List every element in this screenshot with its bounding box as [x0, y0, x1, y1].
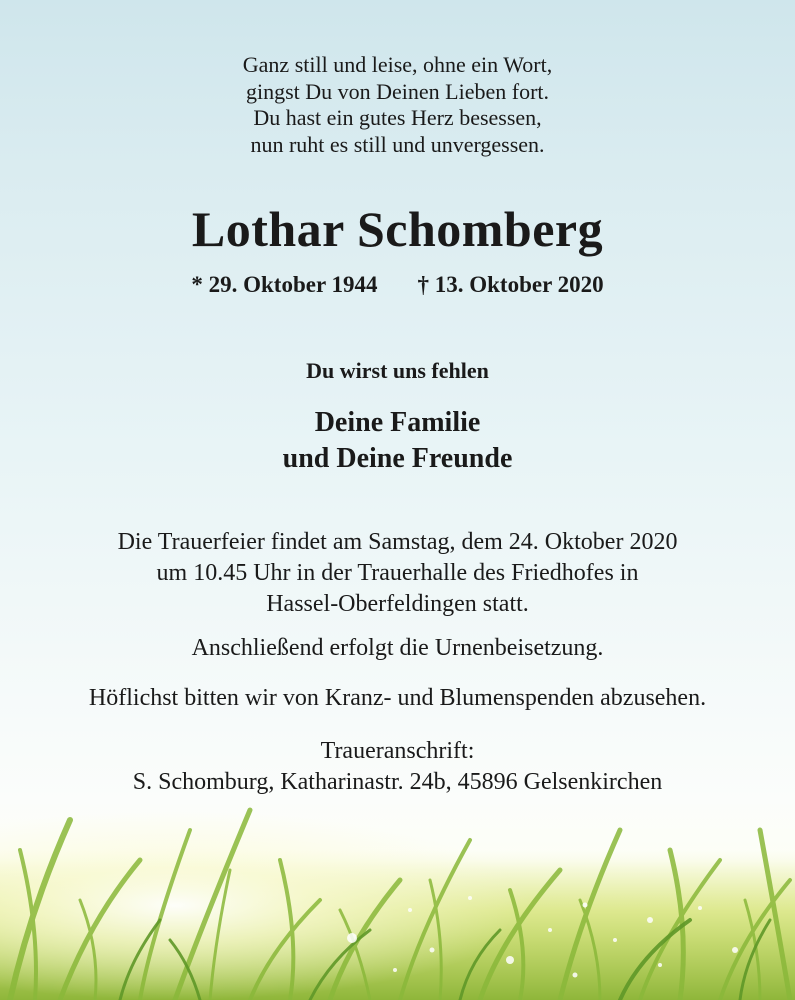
- mourning-address-value: S. Schomburg, Katharinastr. 24b, 45896 Gelsenkirchen: [132, 769, 663, 795]
- mourning-address-label: Traueranschrift:: [320, 738, 475, 764]
- signatories: [0, 405, 795, 477]
- poem-line: gingst Du von Deinen Lieben fort.: [245, 78, 550, 104]
- service-details: [0, 527, 795, 620]
- life-dates: [0, 268, 795, 302]
- grass-meadow-image: [0, 790, 795, 1000]
- service-line: Hassel-Oberfeldingen statt.: [266, 591, 529, 617]
- poem: [0, 52, 795, 158]
- signatory-line: und Deine Freunde: [282, 443, 513, 474]
- death-date: † 13. Oktober 2020: [417, 272, 604, 297]
- service-line: um 10.45 Uhr in der Trauerhalle des Friedhofes in: [156, 560, 639, 586]
- poem-line: nun ruht es still und unvergessen.: [250, 131, 545, 157]
- deceased-name: Lothar Schomberg: [191, 201, 604, 257]
- service-line: Die Trauerfeier findet am Samstag, dem 24. Oktober 2020: [117, 529, 678, 555]
- donations-note: Höflichst bitten wir von Kranz- und Blumenspenden abzusehen.: [88, 685, 707, 711]
- birth-date: * 29. Oktober 1944: [191, 272, 378, 297]
- mourning-address: [0, 736, 795, 798]
- burial-note: Anschließend erfolgt die Urnenbeisetzung.: [191, 635, 604, 661]
- poem-line: Du hast ein gutes Herz besessen,: [253, 105, 542, 130]
- poem-line: Ganz still und leise, ohne ein Wort,: [242, 52, 553, 77]
- farewell-line: Du wirst uns fehlen: [306, 358, 489, 383]
- signatory-line: Deine Familie: [314, 407, 481, 438]
